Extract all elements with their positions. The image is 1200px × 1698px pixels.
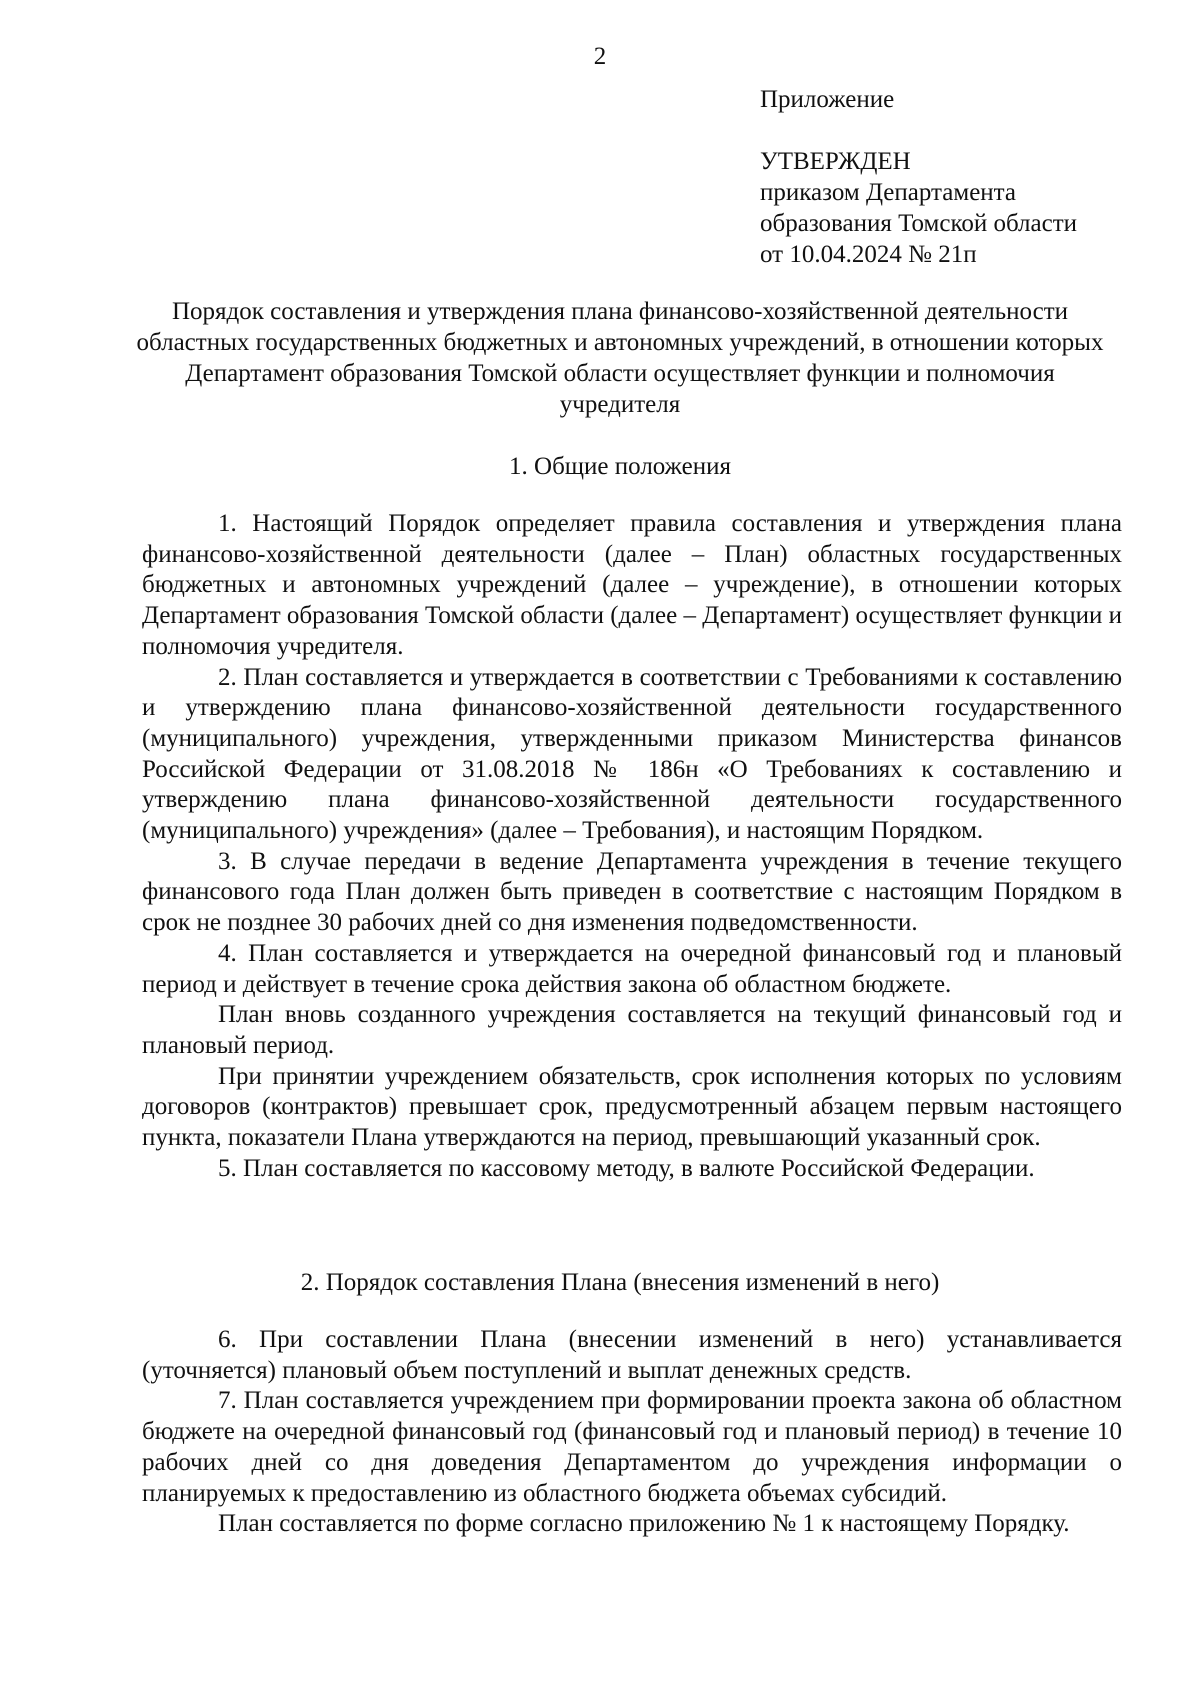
section-body xyxy=(142,509,1122,1184)
page-number: 2 xyxy=(593,43,607,70)
paragraph: 7. План составляется учреждением при формировании проекта закона об областном бюджете на очередной финансовый год (финансовый год и плановый период) в течение 10 рабочих дней со дня доведения Департаментом до учреждения информации о планируемых к предоставлению из областного бюджета объемах субсидий. xyxy=(142,1387,1122,1507)
paragraph: 5. План составляется по кассовому методу, в валюте Российской Федерации. xyxy=(218,1154,1035,1182)
section-body xyxy=(142,1325,1122,1540)
paragraph: 2. План составляется и утверждается в соответствии с Требованиями к составлению и утверждению плана финансово-хозяйственной деятельности государственного (муниципального) учреждения, утвержденными приказом Министерства финансов Российской Федерации от 31.08.2018 № 186н «О Требованиях к составлению и утверждению плана финансово-хозяйственной деятельности государственного (муниципального) учреждения» (далее – Требования), и настоящим Порядком. xyxy=(142,663,1122,845)
paragraph: План составляется по форме согласно приложению № 1 к настоящему Порядку. xyxy=(218,1510,1070,1538)
paragraph: 3. В случае передачи в ведение Департамента учреждения в течение текущего финансового года План должен быть приведен в соответствие с настоящим Порядком в срок не позднее 30 рабочих дней со дня изменения подведомственности. xyxy=(142,847,1122,937)
approval-heading: УТВЕРЖДЕН xyxy=(760,148,911,175)
approval-block xyxy=(760,84,1160,270)
paragraph: План вновь созданного учреждения составляется на текущий финансовый год и плановый период. xyxy=(142,1001,1122,1059)
section-heading: 1. Общие положения xyxy=(509,453,731,480)
section-heading: 2. Порядок составления Плана (внесения изменений в него) xyxy=(300,1269,940,1296)
appendix-label: Приложение xyxy=(760,86,895,113)
approval-line: приказом Департамента xyxy=(760,179,1016,206)
approval-line: от 10.04.2024 № 21п xyxy=(760,241,977,268)
document-title: Порядок составления и утверждения плана финансово-хозяйственной деятельности областных государственных бюджетных и автономных учреждений, в отношении которых Департамент образования Томской области осуществляет функции и полномочия учредителя xyxy=(136,298,1104,418)
paragraph: 1. Настоящий Порядок определяет правила составления и утверждения плана финансово-хозяйственной деятельности (далее – План) областных государственных бюджетных и автономных учреждений (далее – учреждение), в отношении которых Департамент образования Томской области (далее – Департамент) осуществляет функции и полномочия учредителя. xyxy=(142,510,1122,660)
spacer xyxy=(760,115,1160,146)
paragraph: 6. При составлении Плана (внесении изменений в него) устанавливается (уточняется) плановый объем поступлений и выплат денежных средств. xyxy=(142,1326,1122,1384)
approval-line: образования Томской области xyxy=(760,210,1078,237)
paragraph: При принятии учреждением обязательств, срок исполнения которых по условиям договоров (контрактов) превышает срок, предусмотренный абзацем первым настоящего пункта, показатели Плана утверждаются на период, превышающий указанный срок. xyxy=(142,1062,1122,1152)
paragraph: 4. План составляется и утверждается на очередной финансовый год и плановый период и действует в течение срока действия закона об областном бюджете. xyxy=(142,939,1122,998)
